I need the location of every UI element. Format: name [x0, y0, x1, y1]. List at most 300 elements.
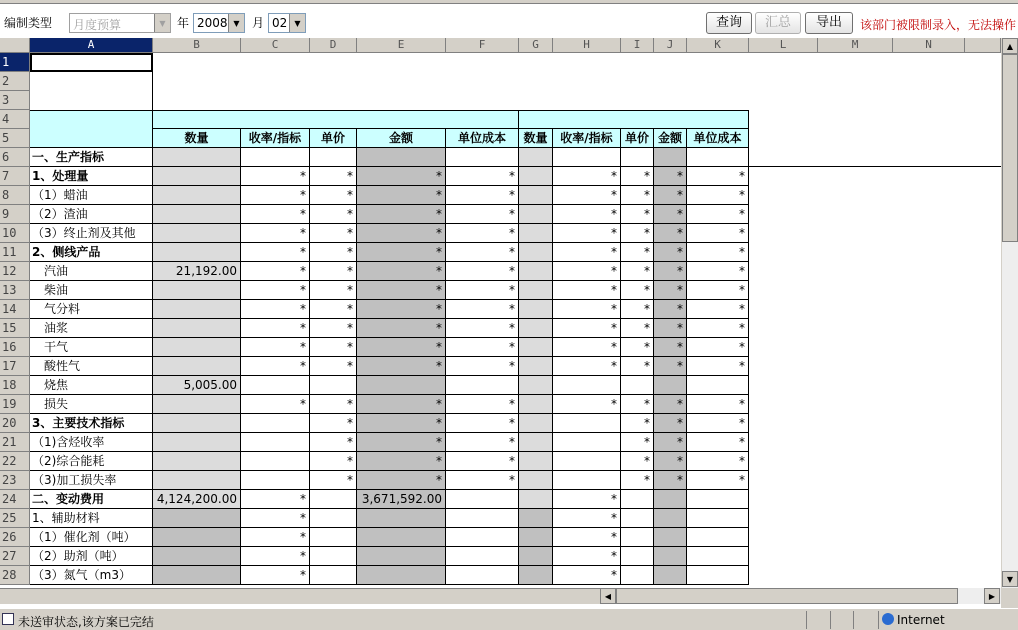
data-cell[interactable]: [519, 547, 553, 566]
data-cell[interactable]: *: [553, 509, 621, 528]
data-cell[interactable]: *: [621, 357, 654, 376]
row-header[interactable]: 4: [0, 110, 30, 129]
data-cell[interactable]: *: [357, 167, 446, 186]
data-cell[interactable]: [553, 414, 621, 433]
data-cell[interactable]: [241, 433, 310, 452]
data-cell[interactable]: [241, 148, 310, 167]
data-cell[interactable]: *: [310, 224, 357, 243]
scroll-left-icon[interactable]: ◀: [600, 588, 616, 604]
data-cell[interactable]: *: [687, 452, 749, 471]
data-cell[interactable]: [553, 148, 621, 167]
data-cell[interactable]: *: [310, 395, 357, 414]
data-cell[interactable]: [153, 281, 241, 300]
data-cell[interactable]: *: [621, 205, 654, 224]
data-cell[interactable]: [519, 186, 553, 205]
data-cell[interactable]: *: [621, 167, 654, 186]
data-cell[interactable]: 4,124,200.00: [153, 490, 241, 509]
data-cell[interactable]: *: [446, 357, 519, 376]
data-cell[interactable]: *: [687, 319, 749, 338]
data-cell[interactable]: [553, 433, 621, 452]
data-cell[interactable]: [357, 528, 446, 547]
data-cell[interactable]: *: [357, 262, 446, 281]
data-cell[interactable]: [654, 509, 687, 528]
data-cell[interactable]: *: [446, 300, 519, 319]
data-cell[interactable]: [357, 566, 446, 585]
data-cell[interactable]: *: [310, 452, 357, 471]
data-cell[interactable]: [357, 376, 446, 395]
data-cell[interactable]: [153, 205, 241, 224]
data-cell[interactable]: *: [446, 395, 519, 414]
data-cell[interactable]: *: [357, 395, 446, 414]
column-header[interactable]: B: [153, 38, 241, 53]
data-cell[interactable]: *: [241, 300, 310, 319]
data-cell[interactable]: *: [241, 281, 310, 300]
data-cell[interactable]: *: [654, 243, 687, 262]
data-cell[interactable]: [310, 547, 357, 566]
data-cell[interactable]: [519, 167, 553, 186]
data-cell[interactable]: [654, 148, 687, 167]
data-cell[interactable]: [519, 357, 553, 376]
data-cell[interactable]: *: [310, 433, 357, 452]
data-cell[interactable]: *: [553, 243, 621, 262]
data-cell[interactable]: *: [687, 224, 749, 243]
data-cell[interactable]: [310, 148, 357, 167]
data-cell[interactable]: *: [553, 490, 621, 509]
data-cell[interactable]: [446, 528, 519, 547]
data-cell[interactable]: *: [241, 224, 310, 243]
data-cell[interactable]: [519, 433, 553, 452]
row-header[interactable]: 18: [0, 376, 30, 395]
data-cell[interactable]: [621, 376, 654, 395]
data-cell[interactable]: [519, 338, 553, 357]
month-value: 02: [272, 16, 288, 30]
export-button[interactable]: 导出: [805, 12, 853, 34]
data-cell[interactable]: *: [241, 528, 310, 547]
data-cell[interactable]: [446, 376, 519, 395]
selected-cell-a1[interactable]: [30, 53, 153, 72]
data-cell[interactable]: [241, 471, 310, 490]
data-cell[interactable]: *: [654, 167, 687, 186]
data-cell[interactable]: [153, 148, 241, 167]
data-cell[interactable]: *: [446, 224, 519, 243]
data-cell[interactable]: [153, 566, 241, 585]
data-cell[interactable]: *: [310, 205, 357, 224]
column-header[interactable]: E: [357, 38, 446, 53]
data-cell[interactable]: *: [446, 452, 519, 471]
data-cell[interactable]: [310, 566, 357, 585]
row-header[interactable]: 27: [0, 547, 30, 566]
column-header[interactable]: [965, 38, 1001, 53]
data-cell[interactable]: [654, 547, 687, 566]
data-cell[interactable]: *: [241, 509, 310, 528]
data-cell[interactable]: [654, 490, 687, 509]
data-cell[interactable]: *: [553, 262, 621, 281]
data-cell[interactable]: [446, 148, 519, 167]
data-cell[interactable]: *: [621, 243, 654, 262]
data-cell[interactable]: *: [621, 319, 654, 338]
data-cell[interactable]: [687, 490, 749, 509]
data-cell[interactable]: [519, 471, 553, 490]
row-label: （2）助剂（吨）: [30, 547, 153, 566]
data-cell[interactable]: *: [446, 281, 519, 300]
data-cell[interactable]: [687, 566, 749, 585]
data-cell[interactable]: *: [621, 281, 654, 300]
data-cell[interactable]: [621, 547, 654, 566]
data-cell[interactable]: *: [310, 186, 357, 205]
data-cell[interactable]: [446, 547, 519, 566]
data-cell[interactable]: [357, 547, 446, 566]
data-cell[interactable]: *: [687, 357, 749, 376]
data-cell[interactable]: *: [310, 167, 357, 186]
data-cell[interactable]: *: [687, 243, 749, 262]
row-header[interactable]: 10: [0, 224, 30, 243]
column-header[interactable]: K: [687, 38, 749, 53]
data-cell[interactable]: [519, 281, 553, 300]
data-cell[interactable]: *: [446, 471, 519, 490]
spreadsheet[interactable]: [0, 38, 1001, 588]
row-header[interactable]: 28: [0, 566, 30, 585]
data-cell[interactable]: *: [357, 471, 446, 490]
data-cell[interactable]: *: [654, 357, 687, 376]
data-cell[interactable]: [654, 376, 687, 395]
data-cell[interactable]: *: [654, 281, 687, 300]
data-cell[interactable]: *: [310, 300, 357, 319]
data-cell[interactable]: [153, 452, 241, 471]
month-select[interactable]: [268, 13, 306, 33]
data-cell[interactable]: *: [446, 243, 519, 262]
data-cell[interactable]: *: [357, 433, 446, 452]
column-header[interactable]: L: [749, 38, 818, 53]
data-cell[interactable]: [310, 528, 357, 547]
data-cell[interactable]: *: [654, 452, 687, 471]
data-cell[interactable]: *: [553, 547, 621, 566]
data-cell[interactable]: [519, 262, 553, 281]
data-cell[interactable]: [153, 167, 241, 186]
year-select[interactable]: [193, 13, 245, 33]
data-cell[interactable]: *: [446, 262, 519, 281]
data-cell[interactable]: *: [241, 319, 310, 338]
data-cell[interactable]: *: [621, 452, 654, 471]
data-cell[interactable]: [153, 395, 241, 414]
row-label: （3)加工损失率: [30, 471, 153, 490]
data-cell[interactable]: *: [553, 300, 621, 319]
data-cell[interactable]: *: [654, 262, 687, 281]
row-header[interactable]: 17: [0, 357, 30, 376]
data-cell[interactable]: *: [446, 167, 519, 186]
data-cell[interactable]: *: [357, 300, 446, 319]
row-header[interactable]: 12: [0, 262, 30, 281]
column-header[interactable]: N: [893, 38, 965, 53]
data-cell[interactable]: *: [553, 224, 621, 243]
data-cell[interactable]: *: [687, 167, 749, 186]
data-cell[interactable]: [519, 490, 553, 509]
data-cell[interactable]: *: [687, 186, 749, 205]
data-cell[interactable]: *: [621, 471, 654, 490]
data-cell[interactable]: [621, 528, 654, 547]
column-header[interactable]: H: [553, 38, 621, 53]
data-cell[interactable]: [153, 319, 241, 338]
data-cell[interactable]: *: [687, 395, 749, 414]
data-cell[interactable]: [519, 319, 553, 338]
data-cell[interactable]: *: [446, 319, 519, 338]
row-header[interactable]: 14: [0, 300, 30, 319]
data-cell[interactable]: *: [446, 186, 519, 205]
data-cell[interactable]: *: [241, 205, 310, 224]
data-cell[interactable]: [654, 566, 687, 585]
data-cell[interactable]: *: [357, 414, 446, 433]
data-cell[interactable]: *: [241, 243, 310, 262]
data-cell[interactable]: [553, 471, 621, 490]
data-cell[interactable]: [153, 528, 241, 547]
data-cell[interactable]: *: [310, 338, 357, 357]
data-cell[interactable]: *: [241, 262, 310, 281]
data-cell[interactable]: [553, 376, 621, 395]
data-cell[interactable]: *: [357, 452, 446, 471]
data-cell[interactable]: *: [654, 300, 687, 319]
data-cell[interactable]: [241, 376, 310, 395]
column-header[interactable]: D: [310, 38, 357, 53]
data-cell[interactable]: *: [446, 433, 519, 452]
row-label: 1、辅助材料: [30, 509, 153, 528]
data-cell[interactable]: *: [310, 357, 357, 376]
type-label: 编制类型: [4, 16, 53, 30]
column-header[interactable]: G: [519, 38, 553, 53]
data-cell[interactable]: *: [553, 566, 621, 585]
data-cell[interactable]: *: [687, 338, 749, 357]
row-header[interactable]: 19: [0, 395, 30, 414]
data-cell[interactable]: [519, 566, 553, 585]
select-all-corner[interactable]: [0, 38, 30, 53]
data-cell[interactable]: *: [654, 186, 687, 205]
data-cell[interactable]: *: [553, 281, 621, 300]
row-header[interactable]: 8: [0, 186, 30, 205]
data-cell[interactable]: [519, 452, 553, 471]
data-cell[interactable]: *: [654, 205, 687, 224]
data-cell[interactable]: [153, 300, 241, 319]
data-cell[interactable]: [519, 509, 553, 528]
data-cell[interactable]: *: [553, 338, 621, 357]
data-cell[interactable]: *: [241, 547, 310, 566]
status-divider: [878, 611, 879, 629]
data-cell[interactable]: *: [687, 205, 749, 224]
data-cell[interactable]: [621, 490, 654, 509]
data-cell[interactable]: *: [357, 319, 446, 338]
row-header[interactable]: 15: [0, 319, 30, 338]
data-cell[interactable]: [519, 528, 553, 547]
data-cell[interactable]: [621, 148, 654, 167]
data-cell[interactable]: *: [310, 319, 357, 338]
data-cell[interactable]: *: [241, 395, 310, 414]
data-cell[interactable]: *: [241, 186, 310, 205]
data-cell[interactable]: [519, 224, 553, 243]
data-cell[interactable]: *: [654, 414, 687, 433]
data-cell[interactable]: [519, 414, 553, 433]
data-cell[interactable]: *: [357, 224, 446, 243]
data-cell[interactable]: *: [446, 205, 519, 224]
data-cell[interactable]: [687, 528, 749, 547]
data-cell[interactable]: [621, 566, 654, 585]
row-header[interactable]: 13: [0, 281, 30, 300]
data-cell[interactable]: 3,671,592.00: [357, 490, 446, 509]
row-header[interactable]: 9: [0, 205, 30, 224]
data-cell[interactable]: *: [621, 414, 654, 433]
column-header[interactable]: M: [818, 38, 893, 53]
data-cell[interactable]: *: [241, 338, 310, 357]
data-cell[interactable]: *: [553, 528, 621, 547]
data-cell[interactable]: [519, 148, 553, 167]
data-cell[interactable]: *: [310, 414, 357, 433]
row-header[interactable]: 26: [0, 528, 30, 547]
data-cell[interactable]: [553, 452, 621, 471]
column-header[interactable]: F: [446, 38, 519, 53]
data-cell[interactable]: [310, 376, 357, 395]
column-header[interactable]: I: [621, 38, 654, 53]
data-cell[interactable]: *: [654, 319, 687, 338]
data-cell[interactable]: [687, 509, 749, 528]
budget-type-select[interactable]: [69, 13, 171, 33]
data-cell[interactable]: *: [621, 224, 654, 243]
data-cell[interactable]: [519, 243, 553, 262]
data-cell[interactable]: [153, 414, 241, 433]
row-header[interactable]: 21: [0, 433, 30, 452]
row-header[interactable]: 11: [0, 243, 30, 262]
data-cell[interactable]: *: [241, 357, 310, 376]
column-header[interactable]: C: [241, 38, 310, 53]
data-cell[interactable]: *: [357, 186, 446, 205]
data-cell[interactable]: [153, 338, 241, 357]
data-cell[interactable]: [357, 148, 446, 167]
data-cell[interactable]: [153, 547, 241, 566]
data-cell[interactable]: [687, 547, 749, 566]
row-header[interactable]: 24: [0, 490, 30, 509]
data-cell[interactable]: *: [654, 433, 687, 452]
data-cell[interactable]: [241, 452, 310, 471]
data-cell[interactable]: [519, 300, 553, 319]
sub-column-header: 数量: [519, 129, 553, 148]
data-cell[interactable]: *: [241, 490, 310, 509]
data-cell[interactable]: *: [687, 471, 749, 490]
data-cell[interactable]: *: [446, 338, 519, 357]
data-cell[interactable]: *: [654, 224, 687, 243]
data-cell[interactable]: *: [621, 186, 654, 205]
row-header[interactable]: 7: [0, 167, 30, 186]
data-cell[interactable]: *: [621, 262, 654, 281]
scroll-right-icon[interactable]: ▶: [984, 588, 1000, 604]
horizontal-scrollbar[interactable]: [600, 588, 1001, 604]
data-cell[interactable]: *: [654, 338, 687, 357]
data-cell[interactable]: *: [553, 167, 621, 186]
scroll-corner: [1001, 588, 1018, 608]
data-cell[interactable]: [153, 357, 241, 376]
data-cell[interactable]: *: [357, 243, 446, 262]
data-cell[interactable]: *: [553, 205, 621, 224]
data-cell[interactable]: *: [310, 471, 357, 490]
data-cell[interactable]: [153, 186, 241, 205]
row-header[interactable]: 5: [0, 129, 30, 148]
row-header[interactable]: 3: [0, 91, 30, 110]
data-cell[interactable]: 5,005.00: [153, 376, 241, 395]
data-cell[interactable]: *: [553, 319, 621, 338]
vertical-scrollbar[interactable]: [1001, 38, 1018, 588]
data-cell[interactable]: *: [357, 205, 446, 224]
data-cell[interactable]: [241, 414, 310, 433]
data-cell[interactable]: *: [357, 357, 446, 376]
data-cell[interactable]: *: [621, 433, 654, 452]
data-cell[interactable]: [153, 433, 241, 452]
data-cell[interactable]: *: [687, 414, 749, 433]
vertical-scroll-thumb[interactable]: [1002, 54, 1018, 242]
row-header[interactable]: 23: [0, 471, 30, 490]
data-cell[interactable]: *: [357, 281, 446, 300]
data-cell[interactable]: *: [241, 566, 310, 585]
data-cell[interactable]: [310, 490, 357, 509]
data-cell[interactable]: [687, 148, 749, 167]
data-cell[interactable]: *: [310, 281, 357, 300]
horizontal-scroll-thumb[interactable]: [616, 588, 958, 604]
data-cell[interactable]: [153, 224, 241, 243]
data-cell[interactable]: *: [357, 338, 446, 357]
row-header[interactable]: 1: [0, 53, 30, 72]
data-cell[interactable]: [153, 243, 241, 262]
data-cell[interactable]: [519, 395, 553, 414]
data-cell[interactable]: [153, 509, 241, 528]
data-cell[interactable]: *: [621, 395, 654, 414]
data-cell[interactable]: *: [687, 300, 749, 319]
scroll-down-icon[interactable]: ▼: [1002, 571, 1018, 587]
data-cell[interactable]: [687, 376, 749, 395]
data-cell[interactable]: *: [310, 243, 357, 262]
data-cell[interactable]: [446, 566, 519, 585]
row-header[interactable]: 16: [0, 338, 30, 357]
summary-button[interactable]: 汇总: [755, 12, 801, 34]
row-header[interactable]: 20: [0, 414, 30, 433]
data-cell[interactable]: *: [241, 167, 310, 186]
data-cell[interactable]: [654, 528, 687, 547]
data-cell[interactable]: [446, 509, 519, 528]
column-header[interactable]: A: [30, 38, 153, 53]
row-header[interactable]: 22: [0, 452, 30, 471]
row-header[interactable]: 6: [0, 148, 30, 167]
data-cell[interactable]: *: [687, 281, 749, 300]
data-cell[interactable]: *: [621, 300, 654, 319]
row-header[interactable]: 2: [0, 72, 30, 91]
data-cell[interactable]: *: [553, 395, 621, 414]
data-cell[interactable]: *: [446, 414, 519, 433]
data-cell[interactable]: [310, 509, 357, 528]
data-cell[interactable]: [519, 376, 553, 395]
row-header[interactable]: 25: [0, 509, 30, 528]
scroll-up-icon[interactable]: ▲: [1002, 38, 1018, 54]
data-cell[interactable]: [357, 509, 446, 528]
data-cell[interactable]: *: [654, 471, 687, 490]
data-cell[interactable]: [446, 490, 519, 509]
budget-type-value: 月度预算: [73, 18, 122, 32]
data-cell[interactable]: *: [687, 262, 749, 281]
data-cell[interactable]: [621, 509, 654, 528]
gridline: [749, 166, 1001, 167]
data-cell[interactable]: 21,192.00: [153, 262, 241, 281]
data-cell[interactable]: *: [687, 433, 749, 452]
column-header[interactable]: J: [654, 38, 687, 53]
data-cell[interactable]: *: [621, 338, 654, 357]
data-cell[interactable]: *: [654, 395, 687, 414]
data-cell[interactable]: [519, 205, 553, 224]
data-cell[interactable]: *: [553, 186, 621, 205]
data-cell[interactable]: [153, 471, 241, 490]
query-button[interactable]: 查询: [706, 12, 752, 34]
data-cell[interactable]: *: [553, 357, 621, 376]
data-cell[interactable]: *: [310, 262, 357, 281]
